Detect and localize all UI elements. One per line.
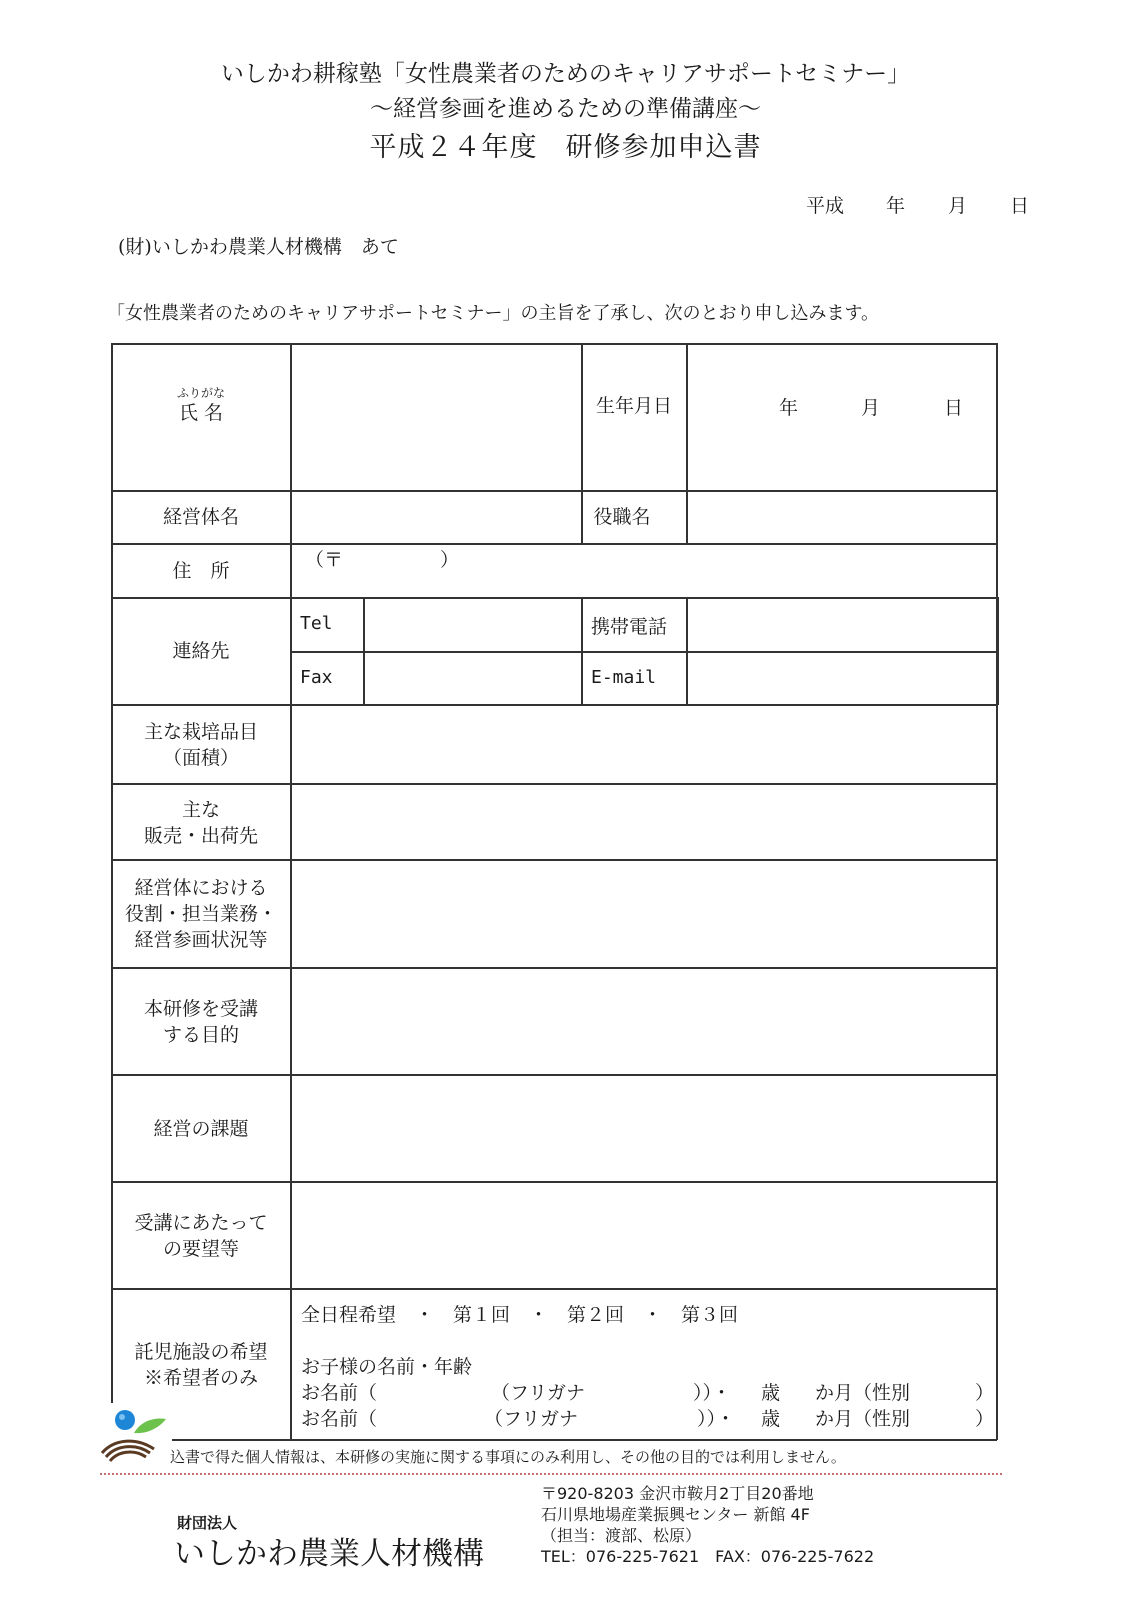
table-border	[111, 1288, 997, 1290]
org-name: いしかわ農業人材機構	[174, 1536, 484, 1572]
table-border	[111, 543, 997, 545]
child2-close: ））・	[697, 1408, 736, 1430]
table-border	[152, 1439, 997, 1441]
birth-year-label: 年	[779, 397, 799, 419]
child1-age-label: 歳	[761, 1382, 781, 1404]
issues-label: 経営の課題	[153, 1118, 249, 1140]
requests-label-2: の要望等	[162, 1238, 239, 1260]
table-border	[111, 1181, 997, 1183]
sales-label: 主な	[181, 799, 220, 821]
business-name-label: 経営体名	[162, 506, 239, 528]
child1-name-label: お名前（	[301, 1382, 378, 1404]
intro-text: 「女性農業者のためのキャリアサポートセミナー」の主旨を了承し、次のとおり申し込みます。	[107, 303, 880, 324]
divider	[100, 1473, 1002, 1475]
email-input[interactable]	[688, 653, 995, 703]
date-year: 年	[886, 195, 906, 217]
childcare-note: ※希望者のみ	[143, 1367, 258, 1389]
form-subtitle: ～経営参画を進めるための準備講座～	[370, 96, 761, 122]
requests-label: 受講にあたって	[134, 1212, 268, 1234]
furigana-label: ふりがな	[176, 386, 225, 400]
table-border	[997, 597, 999, 705]
child1-kana-label: （フリガナ	[491, 1382, 586, 1404]
childcare-label: 託児施設の希望	[134, 1341, 268, 1363]
fax-label: Fax	[300, 667, 333, 688]
email-label: E-mail	[591, 667, 657, 688]
postal-close: ）	[440, 549, 460, 571]
table-border	[111, 967, 997, 969]
crops-label: 主な栽培品目	[143, 721, 258, 743]
footer-contact-person: （担当：渡部、松原）	[541, 1526, 702, 1545]
contact-label: 連絡先	[172, 640, 230, 662]
privacy-notice: 込書で得た個人情報は、本研修の実施に関する事項にのみ利用し、その他の目的では利用しません。	[170, 1448, 846, 1466]
table-border	[111, 704, 998, 706]
child1-end: ）	[975, 1382, 995, 1404]
table-border	[111, 783, 997, 785]
tel-input[interactable]	[365, 599, 580, 649]
sales-label-2: 販売・出荷先	[143, 825, 258, 847]
date-era: 平成	[806, 195, 845, 217]
child1-month-label: か月（性別	[815, 1382, 911, 1404]
purpose-label-2: する目的	[162, 1024, 239, 1046]
schedule-options: 全日程希望 ・ 第１回 ・ 第２回 ・ 第３回	[301, 1304, 739, 1326]
purpose-label: 本研修を受講	[143, 998, 258, 1020]
child2-age-label: 歳	[761, 1408, 781, 1430]
tel-label: Tel	[300, 613, 333, 634]
footer-address-2: 石川県地場産業振興センター 新館 4F	[541, 1505, 810, 1524]
table-border	[996, 343, 998, 1440]
child2-month-label: か月（性別	[815, 1408, 911, 1430]
role-label-3: 経営参画状況等	[134, 929, 268, 951]
child-info-title: お子様の名前・年齢	[301, 1356, 473, 1378]
form-title: いしかわ耕稼塾「女性農業者のためのキャリアサポートセミナー」	[220, 61, 911, 87]
position-input[interactable]	[688, 492, 995, 542]
position-label: 役職名	[593, 506, 651, 528]
child2-end: ）	[975, 1408, 995, 1430]
address-label: 住 所	[172, 560, 230, 582]
date-day: 日	[1010, 195, 1030, 217]
birth-day-label: 日	[944, 397, 964, 419]
org-type: 財団法人	[177, 1514, 238, 1532]
child2-kana-label: （フリガナ	[484, 1408, 579, 1430]
table-border	[111, 859, 997, 861]
role-label-2: 役割・担当業務・	[124, 903, 277, 925]
name-label: 氏 名	[178, 402, 224, 424]
birthdate-label: 生年月日	[595, 395, 672, 417]
mobile-label: 携帯電話	[591, 616, 668, 638]
mobile-input[interactable]	[688, 599, 995, 649]
organization-logo-icon	[96, 1403, 172, 1465]
addressee: (財)いしかわ農業人材機構 あて	[118, 236, 399, 258]
crops-area-label: （面積）	[162, 747, 239, 769]
form-heading: 平成２４年度 研修参加申込書	[369, 132, 762, 163]
birth-month-label: 月	[861, 397, 881, 419]
fax-input[interactable]	[365, 653, 580, 703]
business-name-input[interactable]	[292, 492, 580, 542]
child1-close: ））・	[693, 1382, 732, 1404]
name-input-area[interactable]	[292, 345, 580, 489]
postal-open: （〒	[305, 549, 344, 571]
footer-phone-fax: TEL：076-225-7621 FAX：076-225-7622	[541, 1547, 875, 1566]
table-border	[581, 597, 583, 705]
child2-name-label: お名前（	[301, 1408, 378, 1430]
date-month: 月	[948, 195, 968, 217]
role-label: 経営体における	[134, 877, 268, 899]
table-border	[111, 1074, 997, 1076]
footer-address-1: 〒920-8203 金沢市鞍月2丁目20番地	[541, 1484, 814, 1503]
